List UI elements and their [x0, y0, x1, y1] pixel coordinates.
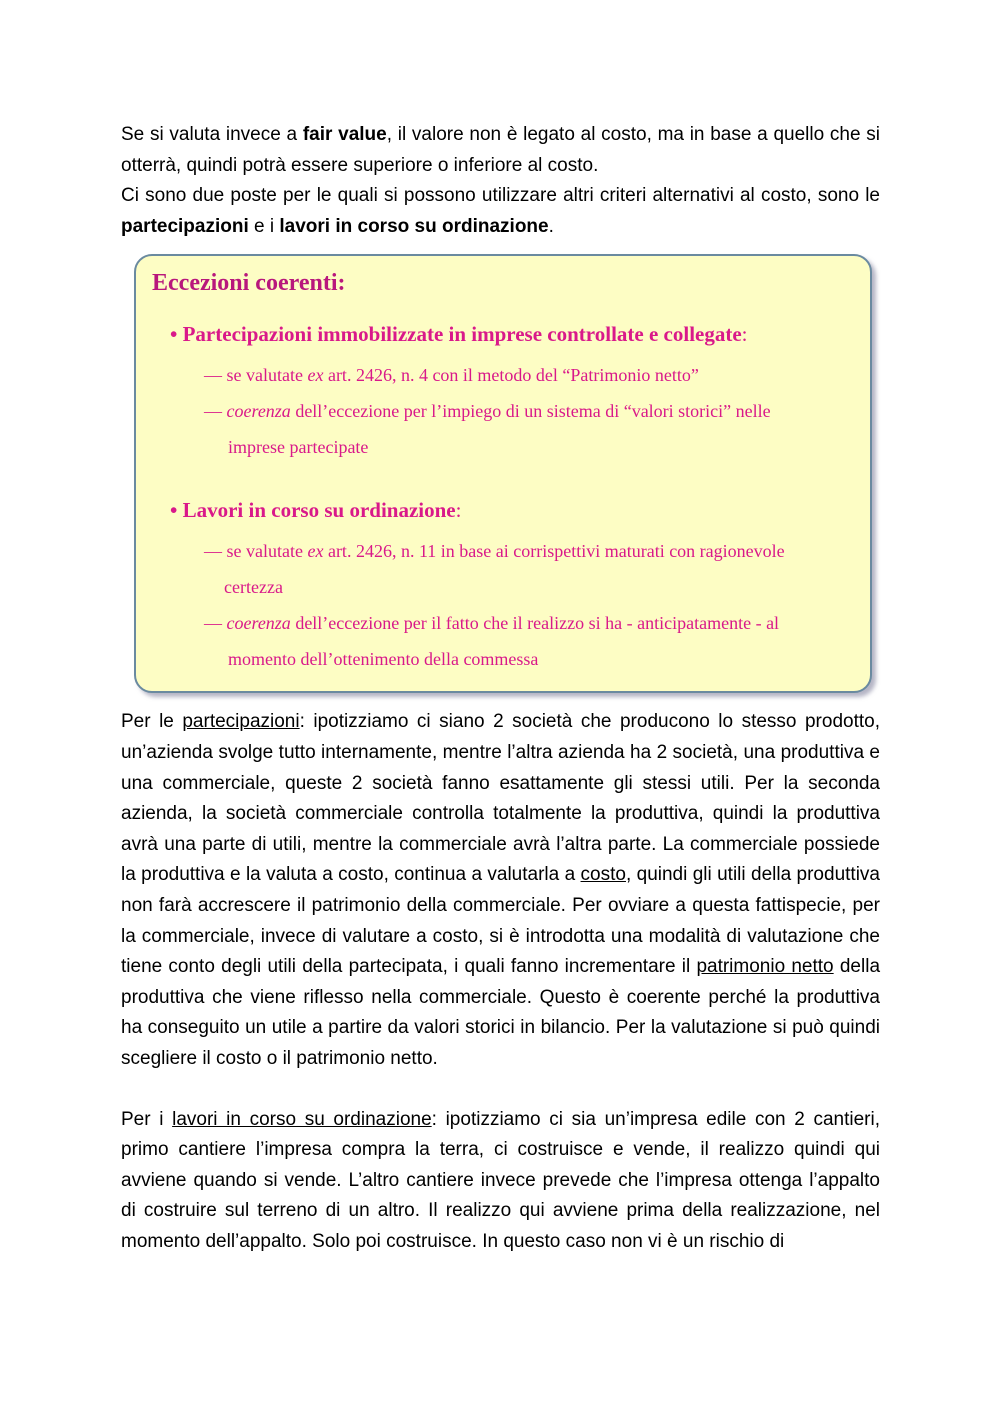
text-run: Per i	[121, 1108, 173, 1130]
text-run: Ci sono due poste per le quali si possono utilizzare altri criteri alternativi al costo, sono le	[121, 185, 880, 207]
bold-term-fair-value: fair value	[302, 124, 387, 145]
box-item-colon: :	[741, 322, 748, 347]
underlined-term: patrimonio netto	[696, 956, 834, 978]
bold-term-partecipazioni: partecipazioni	[121, 215, 249, 237]
italic-run: ex	[307, 541, 324, 562]
text-run: , il valore non è legato al costo, ma in base a quello che si otterrà, quindi potrà essere superiore o inferiore al costo.	[121, 124, 880, 176]
paragraph-lavori	[121, 1105, 880, 1258]
box-item-partecipazioni	[170, 319, 854, 349]
box-sub-item	[204, 393, 854, 465]
text-run: — se valutate	[204, 365, 308, 386]
document-page	[121, 120, 880, 1257]
text-run: Per le	[121, 711, 183, 733]
italic-run: coerenza	[226, 613, 291, 634]
intro-paragraph-poste	[121, 181, 880, 242]
text-run: art. 2426, n. 11 in base ai corrispettivi maturati con ragionevole	[323, 541, 785, 562]
text-run: Se si valuta invece a	[121, 124, 303, 145]
text-continuation: certezza	[224, 577, 283, 598]
box-sub-item	[204, 357, 854, 393]
paragraph-partecipazioni	[121, 707, 880, 1074]
box-sub-item	[204, 605, 854, 677]
text-run: — se valutate	[204, 541, 308, 562]
text-run: , quindi gli utili della produttiva non farà accrescere il patrimonio della commerciale. Per ovviare a questa fattispecie, per la commerciale, invece di valutare a costo, si è introdotta una modalità di valutazione che tiene conto degli utili della partecipata, i quali fanno incrementare il	[121, 864, 880, 978]
text-run: art. 2426, n. 4 con il metodo del “Patrimonio netto”	[323, 365, 699, 386]
text-run: —	[204, 401, 227, 422]
italic-run: ex	[307, 365, 324, 386]
text-run: e i	[248, 215, 280, 237]
bold-term-lavori: lavori in corso su ordinazione	[279, 215, 549, 237]
text-continuation: momento dell’ottenimento della commessa	[228, 649, 539, 670]
text-run: : ipotizziamo ci sia un’impresa edile con 2 cantieri, primo cantiere l’impresa compra la terra, ci costruisce e vende, il realizzo quindi qui avviene quando si vende. L’altro cantiere invece prevede che l’impresa ottenga l’appalto di costruire sul terreno di un altro. Il realizzo qui avviene prima della realizzazione, nel momento dell’appalto. Solo poi costruisce. In questo caso non vi è un rischio di	[121, 1108, 880, 1252]
underlined-term: lavori in corso su ordinazione	[172, 1108, 432, 1130]
box-item-colon: :	[455, 498, 462, 523]
slide-box-eccezioni	[134, 254, 872, 693]
box-item-lavori	[170, 495, 854, 525]
text-run: della produttiva che viene riflesso nella commerciale. Questo è coerente perché la produttiva ha conseguito un utile a partire da valori storici in bilancio. Per la valutazione si può quindi scegliere il costo o il patrimonio netto.	[121, 956, 881, 1069]
intro-paragraph-fair-value	[121, 120, 880, 181]
box-spacer	[152, 465, 854, 495]
text-run: .	[548, 215, 554, 237]
text-run: —	[204, 613, 227, 634]
box-sub-item	[204, 533, 854, 605]
box-item-heading: • Lavori in corso su ordinazione	[170, 498, 456, 523]
underlined-term: costo	[580, 864, 626, 886]
text-run: dell’eccezione per l’impiego di un sistema di “valori storici” nelle	[290, 401, 771, 422]
text-continuation: imprese partecipate	[228, 437, 369, 458]
box-title: Eccezioni coerenti:	[152, 270, 346, 297]
underlined-term: partecipazioni	[182, 711, 300, 733]
text-run: : ipotizziamo ci siano 2 società che producono lo stesso prodotto, un’azienda svolge tutto internamente, mentre l’altra azienda ha 2 società, una produttiva e una commerciale, queste 2 società fanno esattamente gli stessi utili. Per la seconda azienda, la società commerciale controlla totalmente la produttiva, quindi la produttiva avrà una parte di utili, mentre la commerciale avrà l’altra parte. La commerciale possiede la produttiva e la valuta a costo, continua a valutarla a	[121, 711, 880, 886]
paragraph-gap	[121, 1075, 880, 1105]
text-run: dell’eccezione per il fatto che il realizzo si ha - anticipatamente - al	[290, 613, 780, 634]
box-item-heading: • Partecipazioni immobilizzate in imprese controllate e collegate	[170, 322, 742, 347]
italic-run: coerenza	[226, 401, 291, 422]
